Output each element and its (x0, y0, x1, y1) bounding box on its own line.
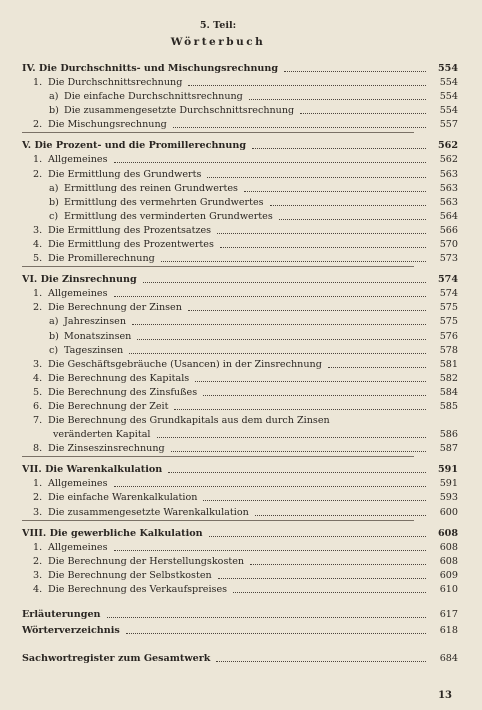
dot-leader (284, 71, 426, 72)
toc-entry (22, 327, 458, 341)
entry-page: 608 (437, 527, 458, 539)
entry-number: c) (49, 344, 59, 356)
toc-entry (22, 299, 458, 313)
dot-leader (143, 282, 426, 283)
spacer (22, 636, 458, 648)
dot-leader (217, 233, 426, 234)
entry-title: Die Durchschnittsrechnung (48, 77, 183, 89)
toc-entry (22, 539, 458, 553)
entry-number: 6. (33, 400, 43, 412)
entry-number: 1. (33, 478, 43, 490)
entry-number: 1. (33, 541, 43, 553)
dot-leader (137, 339, 426, 340)
dot-leader (173, 127, 426, 128)
entry-page: 591 (439, 478, 458, 490)
dot-leader (107, 617, 426, 618)
dot-leader (255, 515, 426, 516)
entry-number: a) (49, 182, 59, 194)
entry-page: 562 (439, 154, 458, 166)
entry-page: 573 (439, 253, 458, 265)
entry-title: Die Berechnung der Zinsen (48, 302, 182, 314)
entry-page: 608 (439, 541, 458, 553)
section-heading (22, 58, 458, 74)
entry-title: IV. Die Durchschnitts- und Mischungsrechnung (22, 63, 279, 74)
dot-leader (279, 219, 426, 220)
back-matter-entry (22, 648, 458, 664)
entry-page: 563 (439, 168, 458, 180)
toc-entry (22, 370, 458, 384)
section-divider (22, 266, 414, 267)
entry-title: Die Berechnung des Verkaufspreises (48, 583, 228, 595)
entry-title: Sachwortregister zum Gesamtwerk (22, 653, 211, 664)
entry-number: 3. (33, 506, 43, 518)
entry-title: Die Ermittlung des Grundwerts (48, 168, 202, 180)
dot-leader (203, 500, 426, 501)
toc-entry (22, 384, 458, 398)
entry-page: 610 (439, 583, 458, 595)
dot-leader (129, 353, 426, 354)
dot-leader (188, 85, 426, 86)
toc-entry (22, 116, 458, 130)
toc-entry (22, 165, 458, 179)
entry-title: Die Berechnung des Zinsfußes (48, 386, 198, 398)
entry-title: VIII. Die gewerbliche Kalkulation (22, 527, 203, 539)
dot-leader (114, 296, 426, 297)
toc-entry (22, 581, 458, 595)
entry-title: Allgemeines (48, 288, 108, 300)
section-heading (22, 523, 458, 539)
entry-page: 585 (439, 400, 458, 412)
part-heading: 5. Teil: (199, 20, 237, 31)
dot-leader (126, 633, 426, 634)
entry-page: 563 (439, 182, 458, 194)
entry-number: 4. (33, 583, 43, 595)
entry-number: 5. (33, 386, 43, 398)
entry-title: Tageszinsen (64, 344, 124, 356)
toc-entry (22, 180, 458, 194)
toc-entry (22, 222, 458, 236)
entry-title: Die einfache Durchschnittsrechnung (64, 91, 243, 103)
dot-leader (233, 592, 426, 593)
dot-leader (114, 162, 426, 163)
entry-title: Die zusammengesetzte Warenkalkulation (48, 506, 249, 518)
entry-number: 2. (33, 555, 43, 567)
entry-page: 584 (439, 386, 458, 398)
dot-leader (300, 113, 426, 114)
dot-leader (249, 99, 426, 100)
back-matter-list (22, 604, 458, 664)
back-matter-entry (22, 620, 458, 636)
entry-title: Die Berechnung der Herstellungskosten (48, 555, 245, 567)
toc-entry (22, 489, 458, 503)
dot-leader (220, 247, 426, 248)
dot-leader (250, 564, 426, 565)
part-title: Wörterbuch (170, 36, 266, 48)
entry-title: Die Berechnung des Grundkapitals aus dem durch Zinsen (48, 415, 330, 427)
dot-leader (114, 486, 426, 487)
dot-leader (209, 536, 426, 537)
entry-page: 554 (439, 91, 458, 103)
toc-entry (22, 503, 458, 517)
entry-number: 2. (33, 302, 43, 314)
entry-title: Die Promillerechnung (48, 253, 155, 265)
entry-title: Die einfache Warenkalkulation (48, 492, 198, 504)
dot-leader (252, 148, 426, 149)
toc-entry (22, 88, 458, 102)
toc-entry (22, 412, 458, 426)
entry-number: b) (49, 196, 59, 208)
entry-number: 2. (33, 168, 43, 180)
entry-title: Monatszinsen (64, 330, 132, 342)
entry-page: 554 (439, 77, 458, 89)
toc-entry (22, 440, 458, 454)
dot-leader (171, 451, 426, 452)
toc-entry (22, 285, 458, 299)
entry-page: 617 (439, 609, 458, 620)
entry-page: 574 (439, 288, 458, 300)
toc-entry (22, 250, 458, 264)
entry-title: Ermittlung des verminderten Grundwertes (64, 210, 273, 222)
dot-leader (157, 437, 427, 438)
entry-page: 578 (439, 344, 458, 356)
entry-title: VI. Die Zinsrechnung (22, 274, 137, 286)
entry-page: 618 (439, 625, 458, 636)
entry-title: Ermittlung des reinen Grundwertes (64, 182, 238, 194)
table-of-contents (22, 58, 458, 595)
entry-title: Die Berechnung der Selbstkosten (48, 569, 212, 581)
entry-page: 557 (439, 119, 458, 131)
entry-page: 575 (439, 316, 458, 328)
dot-leader (132, 324, 426, 325)
section-divider (22, 520, 414, 521)
entry-page: 564 (439, 210, 458, 222)
dot-leader (203, 395, 426, 396)
entry-number: 4. (33, 239, 43, 251)
toc-entry (22, 236, 458, 250)
dot-leader (216, 661, 426, 662)
entry-number: 3. (33, 224, 43, 236)
dot-leader (174, 409, 426, 410)
entry-title: Allgemeines (48, 478, 108, 490)
entry-page: 609 (439, 569, 458, 581)
entry-number: b) (49, 105, 59, 117)
section-divider (22, 456, 414, 457)
entry-page: 554 (437, 63, 458, 74)
entry-title: Die Zinseszinsrechnung (48, 443, 165, 455)
entry-number: 2. (33, 119, 43, 131)
toc-entry (22, 194, 458, 208)
dot-leader (244, 191, 426, 192)
entry-title: Die Berechnung der Zeit (48, 400, 169, 412)
toc-entry (22, 356, 458, 370)
toc-entry (22, 151, 458, 165)
entry-title: Die Mischungsrechnung (48, 119, 167, 131)
section-heading (22, 459, 458, 475)
toc-entry (22, 567, 458, 581)
dot-leader (161, 261, 426, 262)
entry-title: V. Die Prozent- und die Promillerechnung (22, 140, 247, 152)
entry-number: b) (49, 330, 59, 342)
section-divider (22, 132, 414, 133)
dot-leader (328, 367, 426, 368)
entry-number: 2. (33, 492, 43, 504)
toc-entry (22, 398, 458, 412)
entry-number: 1. (33, 77, 43, 89)
entry-title: Wörterverzeichnis (22, 625, 120, 636)
entry-number: 3. (33, 358, 43, 370)
toc-entry (22, 426, 458, 440)
entry-page: 587 (439, 443, 458, 455)
toc-entry (22, 475, 458, 489)
entry-page: 608 (439, 555, 458, 567)
entry-page: 591 (437, 464, 458, 476)
entry-page: 582 (439, 372, 458, 384)
entry-page: 562 (437, 140, 458, 152)
dot-leader (114, 550, 426, 551)
entry-number: 5. (33, 253, 43, 265)
dot-leader (188, 310, 426, 311)
entry-page: 575 (439, 302, 458, 314)
entry-number: 7. (33, 415, 43, 427)
toc-page (0, 20, 482, 710)
entry-number: 4. (33, 372, 43, 384)
toc-entry (22, 74, 458, 88)
entry-page: 576 (439, 330, 458, 342)
entry-page: 574 (437, 274, 458, 286)
entry-number: 1. (33, 288, 43, 300)
entry-number: 8. (33, 443, 43, 455)
entry-title: Ermittlung des vermehrten Grundwertes (64, 196, 264, 208)
entry-page: 593 (439, 492, 458, 504)
entry-number: 1. (33, 154, 43, 166)
entry-page: 570 (439, 239, 458, 251)
entry-page: 600 (439, 506, 458, 518)
entry-number: c) (49, 210, 59, 222)
dot-leader (207, 177, 426, 178)
entry-title: veränderten Kapital (53, 429, 151, 441)
entry-title: Die Berechnung des Kapitals (48, 372, 190, 384)
toc-entry (22, 553, 458, 567)
entry-page: 554 (439, 105, 458, 117)
dot-leader (168, 472, 426, 473)
entry-page: 566 (439, 224, 458, 236)
entry-title: Allgemeines (48, 154, 108, 166)
section-heading (22, 269, 458, 285)
toc-entry (22, 208, 458, 222)
entry-title: Die Ermittlung des Prozentwertes (48, 239, 214, 251)
toc-entry (22, 102, 458, 116)
entry-page: 563 (439, 196, 458, 208)
entry-page: 684 (439, 653, 458, 664)
entry-number: a) (49, 91, 59, 103)
dot-leader (218, 578, 426, 579)
entry-title: Die Geschäftsgebräuche (Usancen) in der Zinsrechnung (48, 358, 322, 370)
entry-title: Erläuterungen (22, 609, 101, 620)
dot-leader (195, 381, 426, 382)
entry-title: VII. Die Warenkalkulation (22, 464, 163, 476)
entry-number: a) (49, 316, 59, 328)
entry-number: 3. (33, 569, 43, 581)
dot-leader (270, 205, 426, 206)
entry-page: 581 (439, 358, 458, 370)
page-number: 13 (438, 690, 452, 701)
toc-entry (22, 313, 458, 327)
toc-entry (22, 342, 458, 356)
entry-title: Jahreszinsen (64, 316, 127, 328)
entry-title: Allgemeines (48, 541, 108, 553)
section-heading (22, 135, 458, 151)
back-matter-entry (22, 604, 458, 620)
entry-title: Die zusammengesetzte Durchschnittsrechnung (64, 105, 295, 117)
entry-page: 586 (439, 429, 458, 441)
entry-title: Die Ermittlung des Prozentsatzes (48, 224, 212, 236)
